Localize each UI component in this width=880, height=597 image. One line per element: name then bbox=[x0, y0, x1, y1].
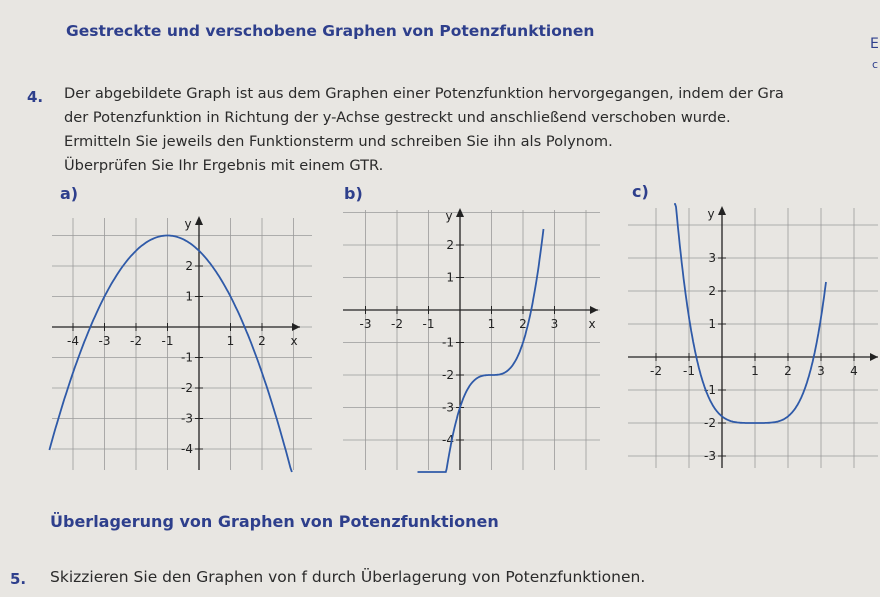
x-tick-label: 1 bbox=[751, 364, 759, 378]
margin-letter: E bbox=[870, 36, 879, 52]
task-text: Skizzieren Sie den Graphen von f durch Überlagerung von Potenzfunktionen. bbox=[50, 568, 646, 586]
margin-letter: c bbox=[872, 58, 879, 71]
x-axis-arrow bbox=[292, 323, 300, 331]
x-tick-label: 3 bbox=[550, 317, 559, 331]
x-tick-label: -3 bbox=[359, 317, 372, 331]
y-tick-label: 1 bbox=[708, 317, 716, 331]
graph-label-a: a) bbox=[60, 184, 79, 203]
y-tick-label: 2 bbox=[446, 238, 454, 252]
function-curve bbox=[49, 236, 292, 473]
graph-label-b: b) bbox=[344, 184, 363, 203]
y-axis-arrow bbox=[195, 216, 203, 225]
graph-label-c: c) bbox=[632, 182, 649, 201]
x-tick-label: -2 bbox=[130, 334, 142, 348]
task-text-line: Ermitteln Sie jeweils den Funktionsterm und schreiben Sie ihn als Polynom. bbox=[64, 133, 613, 150]
y-tick-label: 1 bbox=[446, 270, 454, 285]
x-tick-label: 3 bbox=[817, 364, 825, 378]
graph-b bbox=[343, 208, 600, 472]
y-axis-arrow bbox=[718, 206, 726, 215]
y-tick-label: -4 bbox=[442, 433, 454, 447]
x-tick-label: -1 bbox=[422, 317, 435, 331]
y-tick-label: -2 bbox=[181, 381, 193, 395]
x-tick-label: 2 bbox=[258, 334, 266, 348]
y-axis-label: y bbox=[184, 217, 192, 231]
x-axis-arrow bbox=[870, 353, 878, 361]
function-curve bbox=[418, 229, 544, 472]
y-tick-label: -1 bbox=[442, 335, 454, 350]
y-axis-label: y bbox=[445, 209, 453, 223]
graph-c bbox=[628, 204, 878, 468]
y-axis-label: y bbox=[707, 207, 715, 221]
x-tick-label: 1 bbox=[487, 317, 496, 331]
y-tick-label: -2 bbox=[704, 416, 716, 430]
task-number: 4. bbox=[27, 88, 44, 106]
x-tick-label: 1 bbox=[226, 334, 235, 348]
x-tick-label: 2 bbox=[784, 364, 792, 378]
x-axis-label: x bbox=[290, 334, 298, 348]
x-tick-label: -2 bbox=[650, 364, 662, 378]
y-tick-label: -3 bbox=[181, 411, 193, 426]
task-text-line: Überprüfen Sie Ihr Ergebnis mit einem GTR. bbox=[64, 157, 384, 174]
y-tick-label: -1 bbox=[181, 350, 193, 365]
task-text-line: Der abgebildete Graph ist aus dem Graphen einer Potenzfunktion hervorgegangen, indem der Gra bbox=[64, 85, 784, 102]
y-tick-label: 3 bbox=[708, 251, 716, 265]
x-tick-label: -4 bbox=[67, 334, 79, 348]
section-title: Überlagerung von Graphen von Potenzfunktionen bbox=[50, 512, 499, 531]
x-axis-label: x bbox=[588, 317, 596, 331]
graph-a bbox=[49, 216, 312, 472]
section-title: Gestreckte und verschobene Graphen von Potenzfunktionen bbox=[66, 22, 595, 40]
y-tick-label: -3 bbox=[442, 400, 454, 415]
x-axis-arrow bbox=[590, 306, 598, 314]
x-tick-label: -3 bbox=[98, 334, 111, 348]
y-tick-label: -1 bbox=[704, 383, 716, 397]
y-tick-label: -3 bbox=[704, 449, 716, 463]
x-tick-label: 4 bbox=[850, 364, 858, 378]
x-tick-label: -1 bbox=[683, 364, 695, 378]
task-number: 5. bbox=[10, 570, 27, 588]
y-tick-label: 1 bbox=[185, 289, 193, 304]
x-tick-label: -1 bbox=[161, 334, 174, 348]
y-tick-label: -4 bbox=[181, 442, 193, 456]
x-tick-label: 2 bbox=[519, 317, 527, 331]
y-tick-label: -2 bbox=[442, 368, 454, 382]
task-text-line: der Potenzfunktion in Richtung der y-Achse gestreckt und anschließend verschoben wurde. bbox=[64, 109, 731, 126]
y-tick-label: 2 bbox=[185, 259, 193, 273]
y-tick-label: 2 bbox=[708, 284, 716, 298]
x-tick-label: -2 bbox=[391, 317, 403, 331]
